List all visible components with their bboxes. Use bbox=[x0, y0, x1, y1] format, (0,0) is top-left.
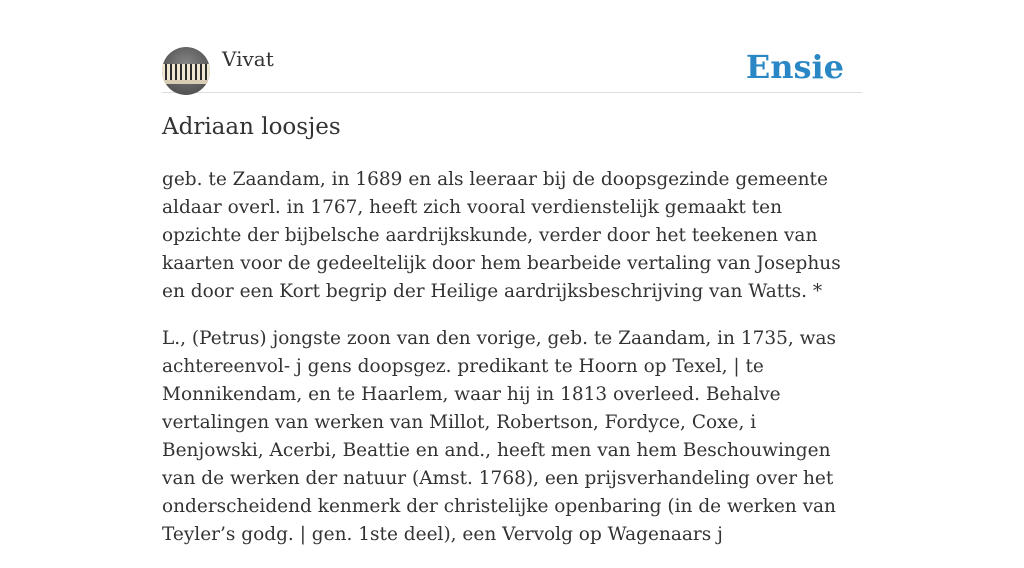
author-name[interactable]: Vivat bbox=[222, 47, 274, 71]
article-paragraph: L., (Petrus) jongste zoon van den vorige, geb. te Zaandam, in 1735, was achtereenvol- j gens doopsgez. predikant te Hoorn op Texel, | te Monnikendam, en te Haarlem, waar hij in 1813 overleed. Behalve vertalingen van werken van Millot, Robertson, Fordyce, Coxe, i Benjowski, Acerbi, Beattie en and., heeft men van hem Beschouwingen van de werken der natuur (Amst. 1768), een prijsverhandeling over het onderscheidend kenmerk der christelijke openbaring (in de werken van Teyler’s godg. | gen. 1ste deel), een Vervolg op Wagenaars j bbox=[162, 328, 837, 545]
author-avatar[interactable] bbox=[162, 47, 210, 95]
article-page bbox=[162, 0, 862, 545]
bookshelf-image bbox=[162, 64, 210, 80]
article-header bbox=[162, 0, 862, 93]
article-paragraph: geb. te Zaandam, in 1689 en als leeraar bij de doopsgezinde gemeente aldaar overl. in 1767, heeft zich vooral verdienstelijk gemaakt ten opzichte der bijbelsche aardrijkskunde, verder door het teekenen van kaarten voor de gedeeltelijk door hem bearbeide vertaling van Josephus en door een Kort begrip der Heilige aardrijksbeschrijving van Watts. * bbox=[162, 169, 841, 302]
article-title: Adriaan loosjes bbox=[162, 114, 341, 140]
shelf-image bbox=[162, 80, 210, 84]
ensie-logo[interactable]: Ensie bbox=[745, 48, 844, 86]
article-body bbox=[162, 166, 862, 568]
